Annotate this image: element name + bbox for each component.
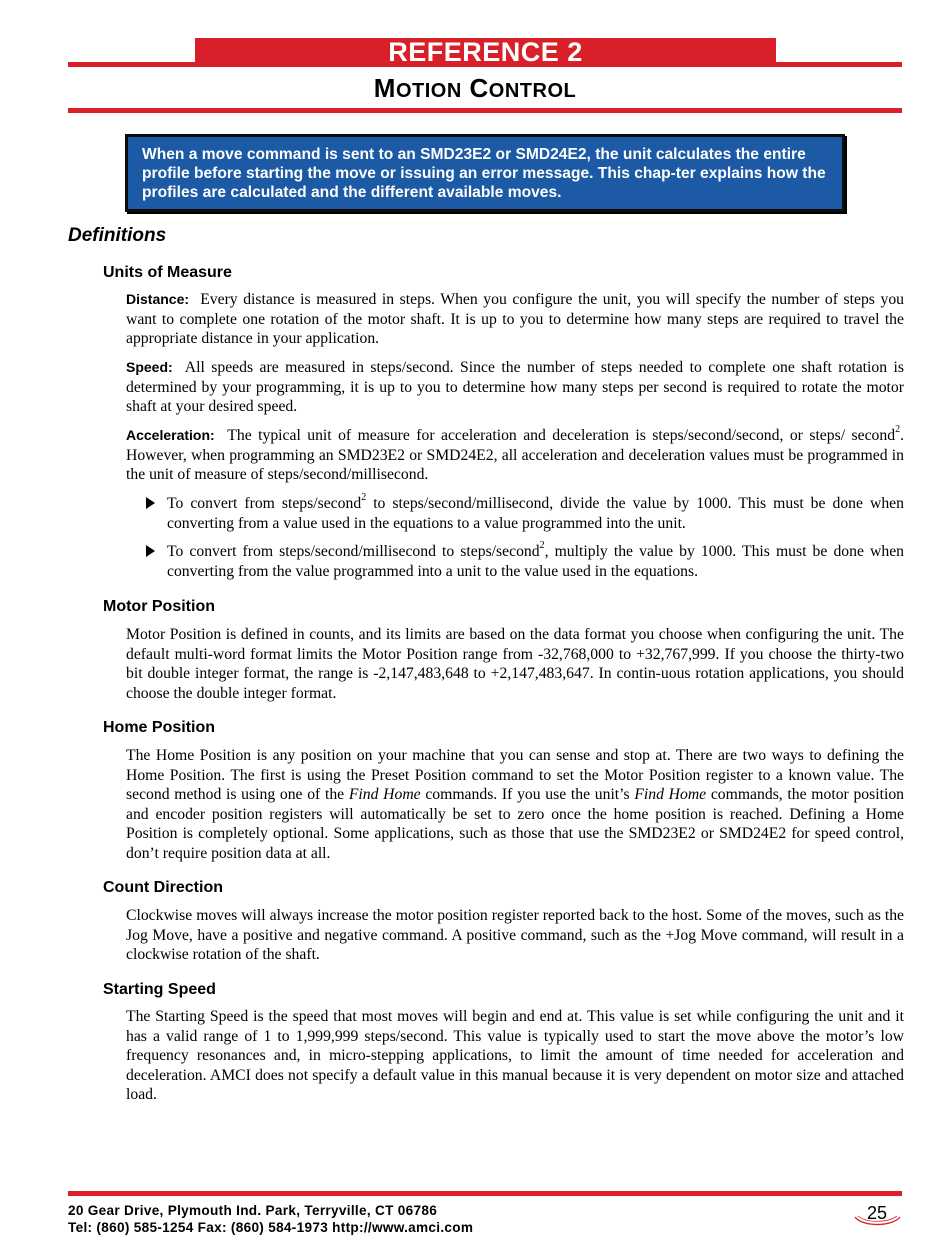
title-rest-2: ONTROL xyxy=(488,80,577,102)
footer-contact-block xyxy=(68,1202,473,1236)
footer-contact: Tel: (860) 585-1254 Fax: (860) 584-1973 http://www.amci.com xyxy=(68,1220,474,1235)
home-text-c: commands, the motor position and encoder position registers will automatically be set to zero once the home position is reached. Defining a Home Position is completely optional. Some applications, such as those that use the SMD23E2 or SMD24E2 for speed control, don’t require position data at all. xyxy=(126,786,905,862)
section-heading-definitions: Definitions xyxy=(68,225,167,246)
header-bottom-rule xyxy=(68,108,902,113)
title-cap-1: M xyxy=(373,73,396,103)
bullet-2-text-b: , multiply the value by 1000. This must be done when converting from the value programmed into a unit to the value used in the equations. xyxy=(167,543,904,580)
bullet-1-text-b: to steps/second/millisecond, divide the value by 1000. This must be done when converting from a value used in the equations to a value programmed into the unit. xyxy=(167,495,904,532)
subheading-starting-speed: Starting Speed xyxy=(103,981,216,998)
footer-rule xyxy=(68,1191,902,1196)
bullet-2-superscript: 2 xyxy=(539,539,545,551)
list-item xyxy=(146,491,904,533)
home-text-b: commands. If you use the unit’s xyxy=(420,786,635,803)
footer-address: 20 Gear Drive, Plymouth Ind. Park, Terryville, CT 06786 xyxy=(68,1203,438,1218)
subheading-motor-position: Motor Position xyxy=(103,598,215,615)
home-text-a: The Home Position is any position on your machine that you can sense and stop at. There are two ways to defining the Home Position. The first is using the Preset Position command to set the Motor Position register to a known value. The second method is using one of the xyxy=(126,747,904,803)
distance-label: Distance: xyxy=(126,291,190,307)
acceleration-superscript: 2 xyxy=(895,423,901,435)
page-number xyxy=(852,1200,902,1226)
speed-paragraph xyxy=(126,358,904,417)
subheading-units-of-measure: Units of Measure xyxy=(103,264,232,281)
starting-speed-paragraph: The Starting Speed is the speed that most moves will begin and end at. This value is set while configuring the unit and it has a valid range of 1 to 1,999,999 steps/second. This value is typically used to start the move above the motor’s low frequency resonances and, in micro-stepping applications, to limit the amount of time needed for acceleration and deceleration. AMCI does not specify a default value in this manual because it is very dependent on motor size and attached load. xyxy=(126,1008,904,1103)
title-rest-1: OTION xyxy=(395,80,462,102)
home-italic-2: Find Home xyxy=(634,786,707,803)
bullet-2-text-a: To convert from steps/second/millisecond to steps/second xyxy=(167,543,540,560)
distance-paragraph xyxy=(126,290,904,349)
acceleration-text-b: . However, when programming an SMD23E2 or SMD24E2, all acceleration and deceleration values must be programmed in the unit of measure of steps/second/millisecond. xyxy=(126,427,904,483)
arrow-bullet-icon xyxy=(146,545,155,557)
speed-label: Speed: xyxy=(126,359,173,375)
acceleration-text-a: The typical unit of measure for acceleration and deceleration is steps/second/second, or steps/ second xyxy=(227,427,896,444)
list-item xyxy=(146,539,904,581)
bullet-1-superscript: 2 xyxy=(361,491,367,503)
acceleration-label: Acceleration: xyxy=(126,427,215,443)
subheading-home-position: Home Position xyxy=(103,719,216,736)
count-direction-paragraph: Clockwise moves will always increase the motor position register reported back to the host. Some of the moves, such as the Jog Move, have a positive and negative command. A positive command, such as the +Jog Move command, will result in a clockwise rotation of the shaft. xyxy=(126,907,904,963)
title-cap-2: C xyxy=(469,73,489,103)
home-italic-1: Find Home xyxy=(348,786,421,803)
speed-text: All speeds are measured in steps/second. Since the number of steps needed to complete one shaft rotation is determined by your programming, it is up to you to determine how many steps per second is required to rotate the motor shaft at your desired speed. xyxy=(126,359,904,415)
home-position-paragraph xyxy=(126,746,904,863)
bullet-1-text-a: To convert from steps/second xyxy=(167,495,362,512)
subheading-count-direction: Count Direction xyxy=(103,879,223,896)
distance-text: Every distance is measured in steps. When you configure the unit, you will specify the number of steps you want to complete one rotation of the motor shaft. It is up to you to determine how many steps are required to travel the appropriate distance in your application. xyxy=(126,291,905,347)
page-title xyxy=(0,72,950,107)
motor-position-paragraph: Motor Position is defined in counts, and its limits are based on the data format you choose when configuring the unit. The default multi-word format limits the Motor Position range from -32,768,000 to +32,767,999. If you choose the thirty-two bit double integer format, the range is -2,147,483,648 to +2,147,483,647. In contin-uous rotation applications, you should choose the double integer format. xyxy=(126,626,904,702)
reference-banner: REFERENCE 2 xyxy=(195,38,776,65)
acceleration-paragraph xyxy=(126,423,904,485)
page-number-value: 25 xyxy=(866,1203,888,1223)
intro-callout: When a move command is sent to an SMD23E2 or SMD24E2, the unit calculates the entire profile before starting the move or issuing an error message. This chap-ter explains how the profiles are calculated and the different available moves. xyxy=(125,134,845,212)
arrow-bullet-icon xyxy=(146,497,155,509)
